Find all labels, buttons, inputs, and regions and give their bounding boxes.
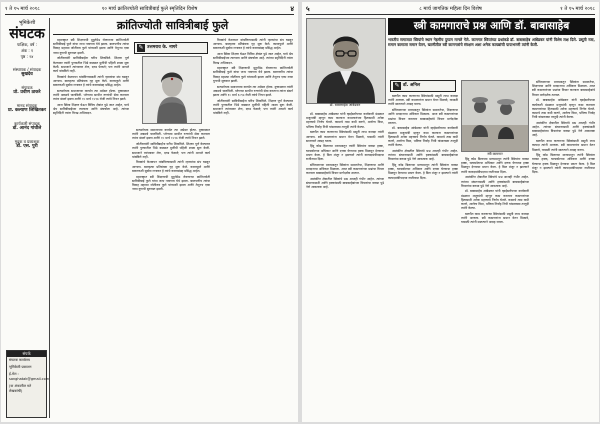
role-label: मानद संपादक [16,103,38,108]
paragraph: खाणीत काम करणाऱ्या स्त्रियांसाठी प्रसूती लाभ कायदा त्यांनी आणला. स्त्री कामगारांना समान वेतन मिळावे, यासाठी त्यांनी सातत्याने आग्रह धरला. [461,211,529,225]
paragraph: विधवांचे केशवपन थांबविण्यासाठी त्यांनी न्हाव्यांचा संप घडवून आणला. बालहत्या प्रतिबंधक गृह सुरू केले. काव्यफुले आणि बावनकशी सुबोध रत्नाकर हे त्यांचे काव्यसंग्रह प्रसिद्ध आहेत. [53,74,129,88]
contact-line: संघटक कार्यालय [9,358,30,362]
paragraph: असंघटित क्षेत्रातील स्त्रियांचे प्रश्न आजही गंभीर आहेत. त्यांच्या संघटनासाठी आणि हक्कांसाठी बाबासाहेबांच्या विचारांचा वारसा पुढे नेणे आवश्यक आहे. [532,120,595,138]
paragraph: आज स्त्रिया शिक्षण घेऊन विविध क्षेत्रांत पुढे जात आहेत, याचे श्रेय सावित्रीबाईंच्या त्यागाला आणि संघर्षाला आहे. त्यांच्या स्मृतिदिनी त्यांना विनम्र अभिवादन. [53,102,129,116]
left-column-1 [53,38,129,416]
paragraph: महाराष्ट्रात स्त्री शिक्षणाची मुहूर्तमेढ रोवणाऱ्या क्रांतिज्योती सावित्रीबाई फुले यांचा जन्म नायगाव येथे झाला. बालपणीच त्यांचा विवाह महात्मा जोतीराव फुले यांच्याशी झाला आणि तेथूनच एका नव्या युगाची सुरुवात झाली. [132,174,210,192]
paragraph: डॉ. बाबासाहेब आंबेडकर यांनी व्हाईसरॉयच्या कार्यकारी मंडळात मजूरमंत्री म्हणून काम करताना कामगारांच्या हितासाठी अनेक महत्त्वाचे निर्णय घेतले. कामाचे तास कमी करणे, आरोग्य विमा, भविष्य निर्वाह निधी यांसारख्या तरतुदी त्यांनी केल्या. [461,189,529,211]
paragraph: हिंदू कोड बिलाच्या माध्यमातून त्यांनी स्त्रियांना वारसा हक्क, घटस्फोटाचा अधिकार आणि दत्तक घेण्याचा हक्क मिळवून देण्याचा प्रयत्न केला. हे बिल मंजूर न झाल्याने त्यांनी कायदामंत्रीपदाचा राजीनामा दिला. [461,157,529,174]
paragraph: जोतीरावांनी सावित्रीबाईंना घरीच शिकविले. शिक्षण पूर्ण केल्यावर त्यांनी पुण्यातील भिडे वाड्यात मुलींची पहिली शाळा सुरू केली. समाजाने त्यांच्यावर शेण, दगड फेकले; पण त्यांनी आपले कार्य थांबविले नाही. [53,56,129,73]
paragraph: असंघटित क्षेत्रातील स्त्रियांचे प्रश्न आजही गंभीर आहेत. त्यांच्या संघटनासाठी आणि हक्कांसाठी बाबासाहेबांच्या विचारांचा वारसा पुढे नेणे आवश्यक आहे. [461,175,529,188]
paragraph: जोतीरावांनी सावित्रीबाईंना घरीच शिकविले. शिक्षण पूर्ण केल्यावर त्यांनी पुण्यातील भिडे वाड्यात मुलींची पहिली शाळा सुरू केली. समाजाने त्यांच्यावर शेण, दगड फेकले; पण त्यांनी आपले कार्य थांबविले नाही. [132,142,210,159]
paragraph: हिंदू कोड बिलाच्या माध्यमातून त्यांनी स्त्रियांना वारसा हक्क, घटस्फोटाचा अधिकार आणि दत्तक घेण्याचा हक्क मिळवून देण्याचा प्रयत्न केला. हे बिल मंजूर न झाल्याने त्यांनी कायदामंत्रीपदाचा राजीनामा दिला. [532,153,595,175]
paragraph: खाणीत काम करणाऱ्या स्त्रियांसाठी प्रसूती लाभ कायदा त्यांनी आणला. स्त्री कामगारांना समान वेतन मिळावे, यासाठी त्यांनी सातत्याने आग्रह धरला. [532,139,595,152]
left-byline [134,42,208,54]
ambedkar-illustration [307,19,385,103]
contact-line: ई-मेल : sanghatak@gmail.com [9,372,50,381]
right-date: १ ते १५ मार्च २०१८ [560,6,595,12]
pen-icon: ✎ [394,82,400,89]
masthead-meta-3: पृष्ठ : २४ [20,54,34,59]
right-byline-author: डॉ. अनिल [403,83,421,88]
right-article-body-4 [532,80,595,174]
paragraph: सत्यशोधक समाजाच्या कार्यात त्या अग्रेसर होत्या. दुष्काळात त्यांनी अन्नछत्रे चालविली. प्लेगच्या साथीत रुग्णांची सेवा करताना त्यांना संसर्ग झाला आणि १० मार्च १८९७ रोजी त्यांचे निधन झाले. [213,84,293,97]
pen-icon: ✎ [138,44,144,51]
paragraph: खाणीत काम करणाऱ्या स्त्रियांसाठी प्रसूती लाभ कायदा त्यांनी आणला. स्त्री कामगारांना समान वेतन मिळावे, यासाठी त्यांनी सातत्याने आग्रह धरला. [388,94,458,107]
right-article-body-3 [461,157,529,225]
left-date: १ ते १५ मार्च २०१८ [5,6,40,12]
masthead-meta-2: अंक : १ [20,48,34,53]
role-label: संस्थापक / संपादक [12,67,42,72]
right-article-body-1 [306,112,384,189]
role-name: प्रो. प्रवीण ठाकरे [13,90,41,95]
paragraph: खाणीत काम करणाऱ्या स्त्रियांसाठी प्रसूती लाभ कायदा त्यांनी आणला. स्त्री कामगारांना समान वेतन मिळावे, यासाठी त्यांनी सातत्याने आग्रह धरला. [306,130,384,143]
role-name: प्रा. कल्याण लिखितकर [7,108,47,113]
left-article-body-1 [53,38,129,115]
right-byline [390,80,456,92]
paragraph: डॉ. बाबासाहेब आंबेडकर यांनी व्हाईसरॉयच्या कार्यकारी मंडळात मजूरमंत्री म्हणून काम करताना कामगारांच्या हितासाठी अनेक महत्त्वाचे निर्णय घेतले. कामाचे तास कमी करणे, आरोग्य विमा, भविष्य निर्वाह निधी यांसारख्या तरतुदी त्यांनी केल्या. [306,112,384,129]
paragraph: जोतीरावांनी सावित्रीबाईंना घरीच शिकविले. शिक्षण पूर्ण केल्यावर त्यांनी पुण्यातील भिडे वाड्यात मुलींची पहिली शाळा सुरू केली. समाजाने त्यांच्यावर शेण, दगड फेकले; पण त्यांनी आपले कार्य थांबविले नाही. [213,98,293,116]
paragraph: महाराष्ट्रात स्त्री शिक्षणाची मुहूर्तमेढ रोवणाऱ्या क्रांतिज्योती सावित्रीबाई फुले यांचा जन्म नायगाव येथे झाला. बालपणीच त्यांचा विवाह महात्मा जोतीराव फुले यांच्याशी झाला आणि तेथूनच एका नव्या युगाची सुरुवात झाली. [53,38,129,55]
masthead-meta-1: पाक्षिक, वर्ष : [17,42,37,47]
women-workers-caption: स्त्री कामगार [487,152,503,156]
ambedkar-caption: डॉ. बाबासाहेब आंबेडकर [329,103,361,107]
left-page-number: ४ [290,5,294,13]
paragraph: असंघटित क्षेत्रातील स्त्रियांचे प्रश्न आजही गंभीर आहेत. त्यांच्या संघटनासाठी आणि हक्कांसाठी बाबासाहेबांच्या विचारांचा वारसा पुढे नेणे आवश्यक आहे. [306,176,384,190]
right-article-title: स्त्री कामगाराचे प्रश्न आणि डॉ. बाबासाहेब [388,18,595,35]
paragraph: महाराष्ट्रात स्त्री शिक्षणाची मुहूर्तमेढ रोवणाऱ्या क्रांतिज्योती सावित्रीबाई फुले यांचा जन्म नायगाव येथे झाला. बालपणीच त्यांचा विवाह महात्मा जोतीराव फुले यांच्याशी झाला आणि तेथूनच एका नव्या युगाची सुरुवात झाली. [213,66,293,83]
left-column-2 [132,38,210,416]
right-article-body-2 [388,94,458,181]
right-page-number: ५ [306,5,310,13]
right-column-1 [306,112,384,416]
paragraph: विधवांचे केशवपन थांबविण्यासाठी त्यांनी न्हाव्यांचा संप घडवून आणला. बालहत्या प्रतिबंधक गृह सुरू केले. काव्यफुले आणि बावनकशी सुबोध रत्नाकर हे त्यांचे काव्यसंग्रह प्रसिद्ध आहेत. [132,160,210,173]
role-label: कार्यकारी संपादक [14,121,40,126]
paragraph: संविधानाच्या माध्यमातून स्त्रियांना समानतेचा, शिक्षणाचा आणि मतदानाचा अधिकार मिळाला. आज स्त्री कामगारांच्या प्रश्नांचा विचार करताना बाबासाहेबांचे विचार मार्गदर्शक ठरतात. [532,80,595,97]
paragraph: संविधानाच्या माध्यमातून स्त्रियांना समानतेचा, शिक्षणाचा आणि मतदानाचा अधिकार मिळाला. आज स्त्री कामगारांच्या प्रश्नांचा विचार करताना बाबासाहेबांचे विचार मार्गदर्शक ठरतात. [388,108,458,125]
left-byline-author: उत्तमराव के. नागरे [147,45,178,50]
women-workers-illustration [462,81,528,151]
portrait-illustration [143,57,201,123]
paragraph: विधवांचे केशवपन थांबविण्यासाठी त्यांनी न्हाव्यांचा संप घडवून आणला. बालहत्या प्रतिबंधक गृह सुरू केले. काव्यफुले आणि बावनकशी सुबोध रत्नाकर हे त्यांचे काव्यसंग्रह प्रसिद्ध आहेत. [213,38,293,51]
women-workers-photo [461,80,529,152]
contact-line: भूमिकेशी प्रकाशन [9,365,32,369]
right-column-2 [388,80,458,416]
left-running-header [5,5,294,15]
right-header-center: ८ मार्च जागतिक महिला दिन विशेष [419,6,482,12]
role-label: मुद्रक व प्रकाशक [14,139,40,144]
ambedkar-portrait [306,18,386,104]
left-page [1,2,298,422]
contact-box [6,350,50,418]
left-article-body-3 [213,38,293,115]
savitribai-portrait [142,56,202,124]
paragraph: सत्यशोधक समाजाच्या कार्यात त्या अग्रेसर होत्या. दुष्काळात त्यांनी अन्नछत्रे चालविली. प्लेगच्या साथीत रुग्णांची सेवा करताना त्यांना संसर्ग झाला आणि १० मार्च १८९७ रोजी त्यांचे निधन झाले. [132,128,210,141]
right-column-3 [461,80,529,416]
masthead-sidebar [5,18,50,418]
right-running-header [306,5,595,15]
role-name: सुखदेव [21,72,33,77]
contact-line: (या अंकातील मते लेखकांची) [9,384,32,393]
right-article-lead: भारतीय समाजात स्त्रियांचे स्थान नेहमीच दुय्यम मानले गेले. कामगार स्त्रियांच्या प्रश्नांकडे डॉ. बाबासाहेब आंबेडकर यांनी विशेष लक्ष दिले. प्रसूती रजा, समान कामाला समान वेतन, खाणीतील स्त्री कामगारांचे संरक्षण अशा अनेक कायद्यांची पायाभरणी त्यांनी केली. [388,37,595,47]
left-article-body-2 [132,128,210,193]
paragraph: संविधानाच्या माध्यमातून स्त्रियांना समानतेचा, शिक्षणाचा आणि मतदानाचा अधिकार मिळाला. आज स्त्री कामगारांच्या प्रश्नांचा विचार करताना बाबासाहेबांचे विचार मार्गदर्शक ठरतात. [306,162,384,176]
paragraph: असंघटित क्षेत्रातील स्त्रियांचे प्रश्न आजही गंभीर आहेत. त्यांच्या संघटनासाठी आणि हक्कांसाठी बाबासाहेबांच्या विचारांचा वारसा पुढे नेणे आवश्यक आहे. [388,148,458,162]
left-column-3 [213,38,293,416]
paragraph: हिंदू कोड बिलाच्या माध्यमातून त्यांनी स्त्रियांना वारसा हक्क, घटस्फोटाचा अधिकार आणि दत्तक घेण्याचा हक्क मिळवून देण्याचा प्रयत्न केला. हे बिल मंजूर न झाल्याने त्यांनी कायदामंत्रीपदाचा राजीनामा दिला. [388,163,458,180]
paragraph: डॉ. बाबासाहेब आंबेडकर यांनी व्हाईसरॉयच्या कार्यकारी मंडळात मजूरमंत्री म्हणून काम करताना कामगारांच्या हितासाठी अनेक महत्त्वाचे निर्णय घेतले. कामाचे तास कमी करणे, आरोग्य विमा, भविष्य निर्वाह निधी यांसारख्या तरतुदी त्यांनी केल्या. [388,126,458,148]
paragraph: आज स्त्रिया शिक्षण घेऊन विविध क्षेत्रांत पुढे जात आहेत, याचे श्रेय सावित्रीबाईंच्या त्यागाला आणि संघर्षाला आहे. त्यांच्या स्मृतिदिनी त्यांना विनम्र अभिवादन. [213,52,293,65]
paragraph: डॉ. बाबासाहेब आंबेडकर यांनी व्हाईसरॉयच्या कार्यकारी मंडळात मजूरमंत्री म्हणून काम करताना कामगारांच्या हितासाठी अनेक महत्त्वाचे निर्णय घेतले. कामाचे तास कमी करणे, आरोग्य विमा, भविष्य निर्वाह निधी यांसारख्या तरतुदी त्यांनी केल्या. [532,98,595,120]
role-name: डॉ. आनंद गांधीले [12,126,42,131]
role-name: डॉ. एस. पुरी [16,144,38,149]
paragraph: सत्यशोधक समाजाच्या कार्यात त्या अग्रेसर होत्या. दुष्काळात त्यांनी अन्नछत्रे चालविली. प्लेगच्या साथीत रुग्णांची सेवा करताना त्यांना संसर्ग झाला आणि १० मार्च १८९७ रोजी त्यांचे निधन झाले. [53,88,129,102]
left-header-center: १० मार्च क्रांतिज्योती सावित्रीबाई फुले स्मृतिदिन विशेष [101,6,198,12]
left-article-title: क्रांतिज्योती सावित्रीबाई फुले [53,18,292,35]
masthead-kicker: भूमिकेशी [18,20,36,26]
contact-box-heading: संपर्क [7,351,46,357]
masthead-title: संघटक [9,26,45,42]
role-label: संपादक [21,85,33,90]
paragraph: हिंदू कोड बिलाच्या माध्यमातून त्यांनी स्त्रियांना वारसा हक्क, घटस्फोटाचा अधिकार आणि दत्तक घेण्याचा हक्क मिळवून देण्याचा प्रयत्न केला. हे बिल मंजूर न झाल्याने त्यांनी कायदामंत्रीपदाचा राजीनामा दिला. [306,144,384,162]
right-page [302,2,599,422]
right-column-4 [532,80,595,416]
